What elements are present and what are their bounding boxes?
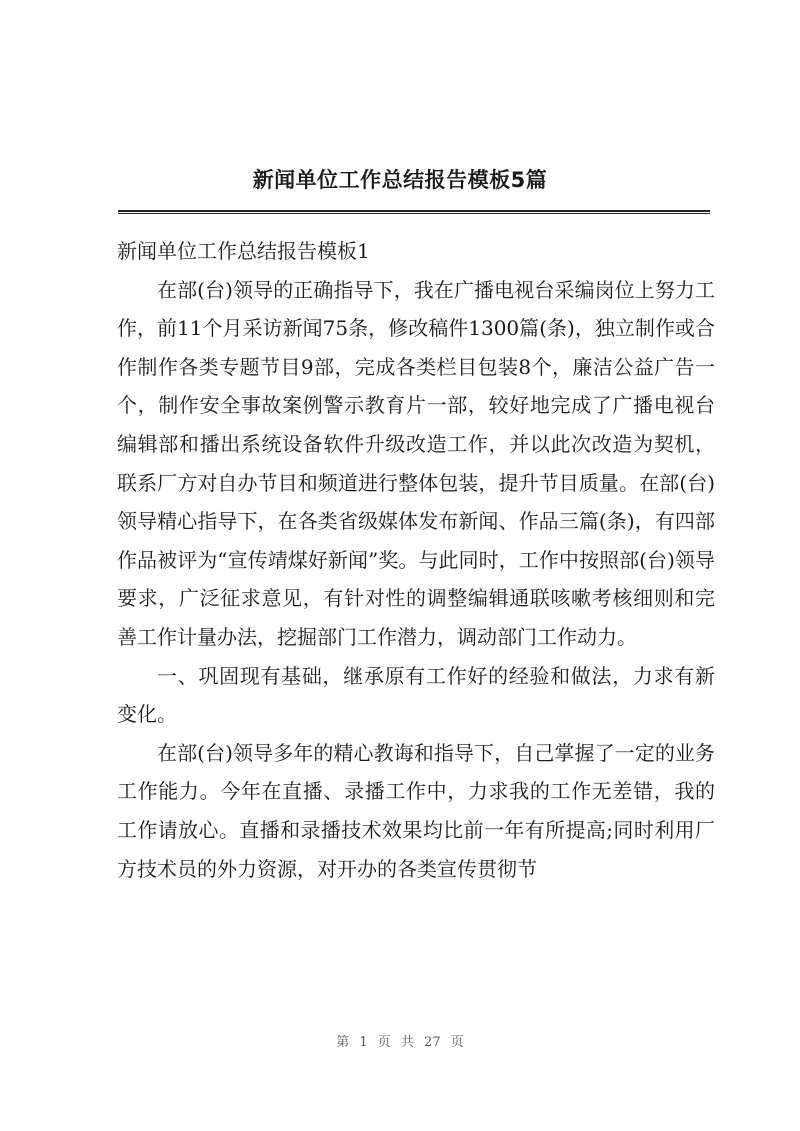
document-body <box>117 232 715 888</box>
section-heading: 新闻单位工作总结报告模板1 <box>117 239 370 263</box>
body-paragraph-1: 在部(台)领导的正确指导下，我在广播电视台采编岗位上努力工作，前11个月采访新闻75条，修改稿件1300篇(条)，独立制作或合作制作各类专题节目9部，完成各类栏目包装8个，廉洁公益广告一个，制作安全事故案例警示教育片一部，较好地完成了广播电视台编辑部和播出系统设备软件升级改造工作，并以此次改造为契机，联系厂方对自办节目和频道进行整体包装，提升节目质量。在部(台)领导精心指导下，在各类省级媒体发布新闻、作品三篇(条)，有四部作品被评为“宣传靖煤好新闻”奖。与此同时，工作中按照部(台)领导要求，广泛征求意见，有针对性的调整编辑通联咳嗽考核细则和完善工作计量办法，挖掘部门工作潜力，调动部门工作动力。 <box>117 277 715 649</box>
body-paragraph-2: 一、巩固现有基础，继承原有工作好的经验和做法，力求有新变化。 <box>117 663 715 727</box>
title-divider <box>118 210 710 214</box>
document-title: 新闻单位工作总结报告模板5篇 <box>252 168 548 192</box>
page-footer: 第 1 页 共 27 页 <box>336 1035 464 1050</box>
body-paragraph-3: 在部(台)领导多年的精心教诲和指导下，自己掌握了一定的业务工作能力。今年在直播、录播工作中，力求我的工作无差错，我的工作请放心。直播和录播技术效果均比前一年有所提高;同时利用厂方技术员的外力资源，对开办的各类宣传贯彻节 <box>117 740 715 881</box>
